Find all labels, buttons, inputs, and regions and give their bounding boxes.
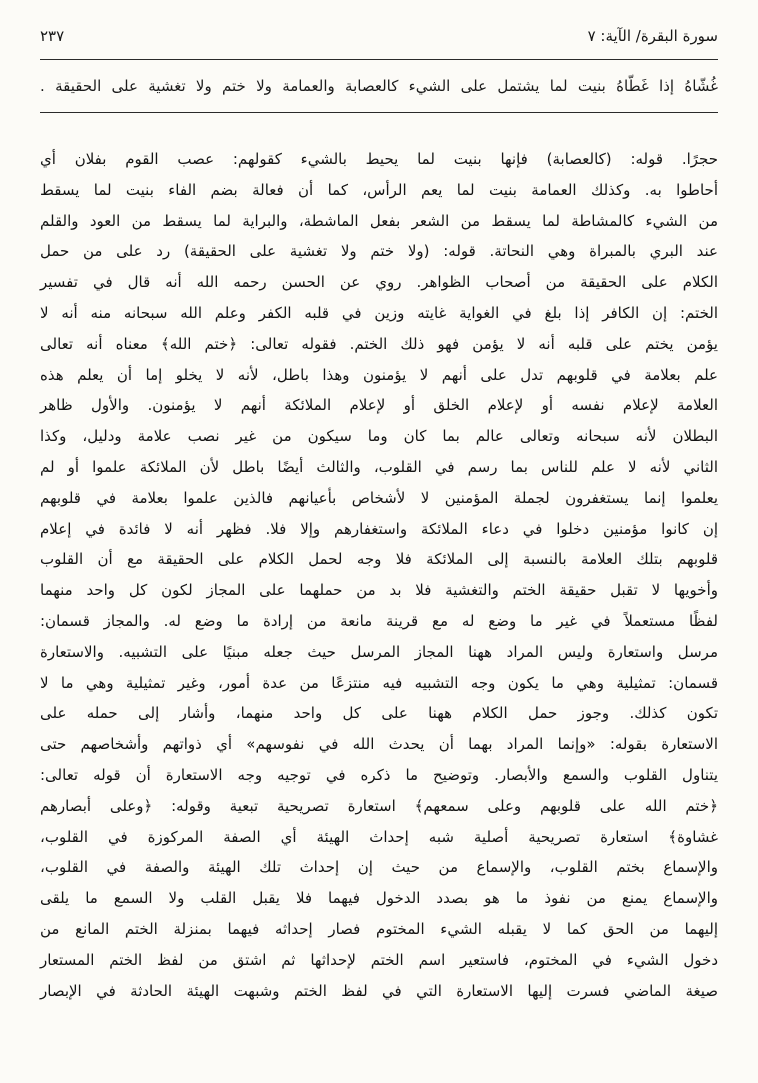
intro-divider <box>40 112 718 113</box>
body-text-line: مرسل واستعارة وليس المراد ههنا المجاز المرسل حيث جعله مبنيًا على التشبيه. والاستعارة <box>40 642 718 661</box>
body-text-line: تكون كذلك. وجوز حمل الكلام ههنا على كل واحد منهما، وأشار إلى حمله على <box>40 704 718 723</box>
body-text-line: حجرًا. قوله: (كالعصابة) فإنها بنيت لما يحيط بالشيء كقولهم: عصب القوم بفلان أي <box>40 150 718 168</box>
body-text-line: يؤمن يختم على قلبه أنه لا يؤمن فهو ذلك الختم. فقوله تعالى: ﴿ختم الله﴾ معناه أنه تعالى <box>40 334 718 353</box>
body-text-line: قلوبهم بتلك العلامة بالنسبة إلى الملائكة فلا وجه لحمل الكلام على الحقيقة مع أن القلوب <box>40 550 718 569</box>
body-text-line: قسمان: تمثيلية وهي ما يكون وجه التشبيه فيه منتزعًا من عدة أمور، وغير تمثيلية وهي ما لا <box>40 673 718 692</box>
body-text-line: ﴿ختم الله على قلوبهم وعلى سمعهم﴾ استعارة تصريحية تبعية وقوله: ﴿وعلى أبصارهم <box>40 796 718 815</box>
header-divider <box>40 59 718 60</box>
body-text-line: إليهما من الحق كما لا يقبله الشيء المختوم فصار إحداثه فيهما بمنزلة الختم المانع من <box>40 919 718 938</box>
body-text-line: يعلموا إنما يستغفرون لجملة المؤمنين لا لأشخاص بأعيانهم فالذين علموا بعلامة في قلوبهم <box>40 488 718 507</box>
body-text-line: لفظًا مستعملاً في غير ما وضع له مع قرينة مانعة من إرادة ما وضع له. والمجاز قسمان: <box>40 611 718 630</box>
catchword-line: غُشّاهُ إذا غَطّاهُ بنيت لما يشتمل على الشيء كالعصابة والعمامة ولا ختم ولا تغشية على الحقيقة . <box>40 77 718 95</box>
page-header <box>40 26 718 46</box>
body-text-line: إن كانوا مؤمنين دخلوا في دعاء الملائكة واستغفارهم وإلا فلا. فظهر أنه لا فائدة في إعلام <box>40 519 718 538</box>
body-text-line: علم بعلامة في قلوبهم تدل على أنهم لا يؤمنون وهذا باطل، لأنه لا يخلو إما أن يعلم هذه <box>40 365 718 384</box>
body-text-line: العلامة لإعلام نفسه أو لإعلام الخلق أو لإعلام الملائكة أنهم لا يؤمنون. والأول ظاهر <box>40 396 718 415</box>
header-title: سورة البقرة/ الآية: ٧ <box>587 27 718 45</box>
body-text-line: أحاطوا به. وكذلك العمامة بنيت لما يعم الرأس، كما أن فعالة بضم الفاء بنيت لما يسقط <box>40 180 718 199</box>
body-text-line: والإسماع يمنع من نفوذ ما هو بصدد الدخول فيهما فلا يقبل القلب ولا السمع ما يلقى <box>40 889 718 908</box>
body-text-line: دخول الشيء في المختوم، فاستعير اسم الختم لإحداثها ثم اشتق من لفظ الختم المستعار <box>40 950 718 969</box>
body-text-line: من الشيء كالمشاطة لما يسقط من الشعر بفعل الماشطة، والبراية لما يسقط من العود والقلم <box>40 211 718 230</box>
body-text-line: الاستعارة بقوله: «وإنما المراد بهما أن يحدث الله في نفوسهم» أي ذواتهم وأشخاصهم حتى <box>40 735 718 754</box>
body-text-line: يتناول القلوب والسمع والأبصار. وتوضيح ما ذكره في توجيه وجه الاستعارة أن قوله تعالى: <box>40 765 718 784</box>
body-text-line: والإسماع بختم القلوب، والإسماع من حيث إن إحداث تلك الهيئة والصفة في القلوب، <box>40 858 718 877</box>
body-text <box>40 144 718 1006</box>
body-text-line: البطلان لأنه سبحانه وتعالى عالم بما كان وما سيكون من غير نصب علامة ودليل، وكذا <box>40 427 718 446</box>
body-text-line: وأخويها لا تقبل حقيقة الختم والتغشية فلا بد من حملهما على المجاز لكون كل واحد منهما <box>40 581 718 600</box>
body-text-line: الكلام على الحقيقة من أصحاب الظواهر. روي عن الحسن رحمه الله أنه قال في تفسير <box>40 273 718 292</box>
body-text-line: غشاوة﴾ استعارة تصريحية أصلية شبه إحداث الهيئة أي الصفة المركوزة في القلوب، <box>40 827 718 846</box>
body-text-line: الختم: إن الكافر إذا بلغ في الغواية غايته وزين في قلبه الكفر وعلم الله سبحانه منه أنه لا <box>40 303 718 322</box>
body-text-line: صيغة الماضي فسرت إليها الاستعارة التي في لفظ الختم وشبهت الهيئة الحادثة في الإبصار <box>40 981 718 1000</box>
page-number: ٢٣٧ <box>40 27 65 45</box>
body-text-line: الثاني لأنه لا علم للناس بما رسم في القلوب، والثالث أيضًا باطل لأن الملائكة علموا أو لم <box>40 457 718 476</box>
body-text-line: عند البري بالمبراة وهي النحاتة. قوله: (ولا ختم ولا تغشية على الحقيقة) رد على من حمل <box>40 242 718 261</box>
